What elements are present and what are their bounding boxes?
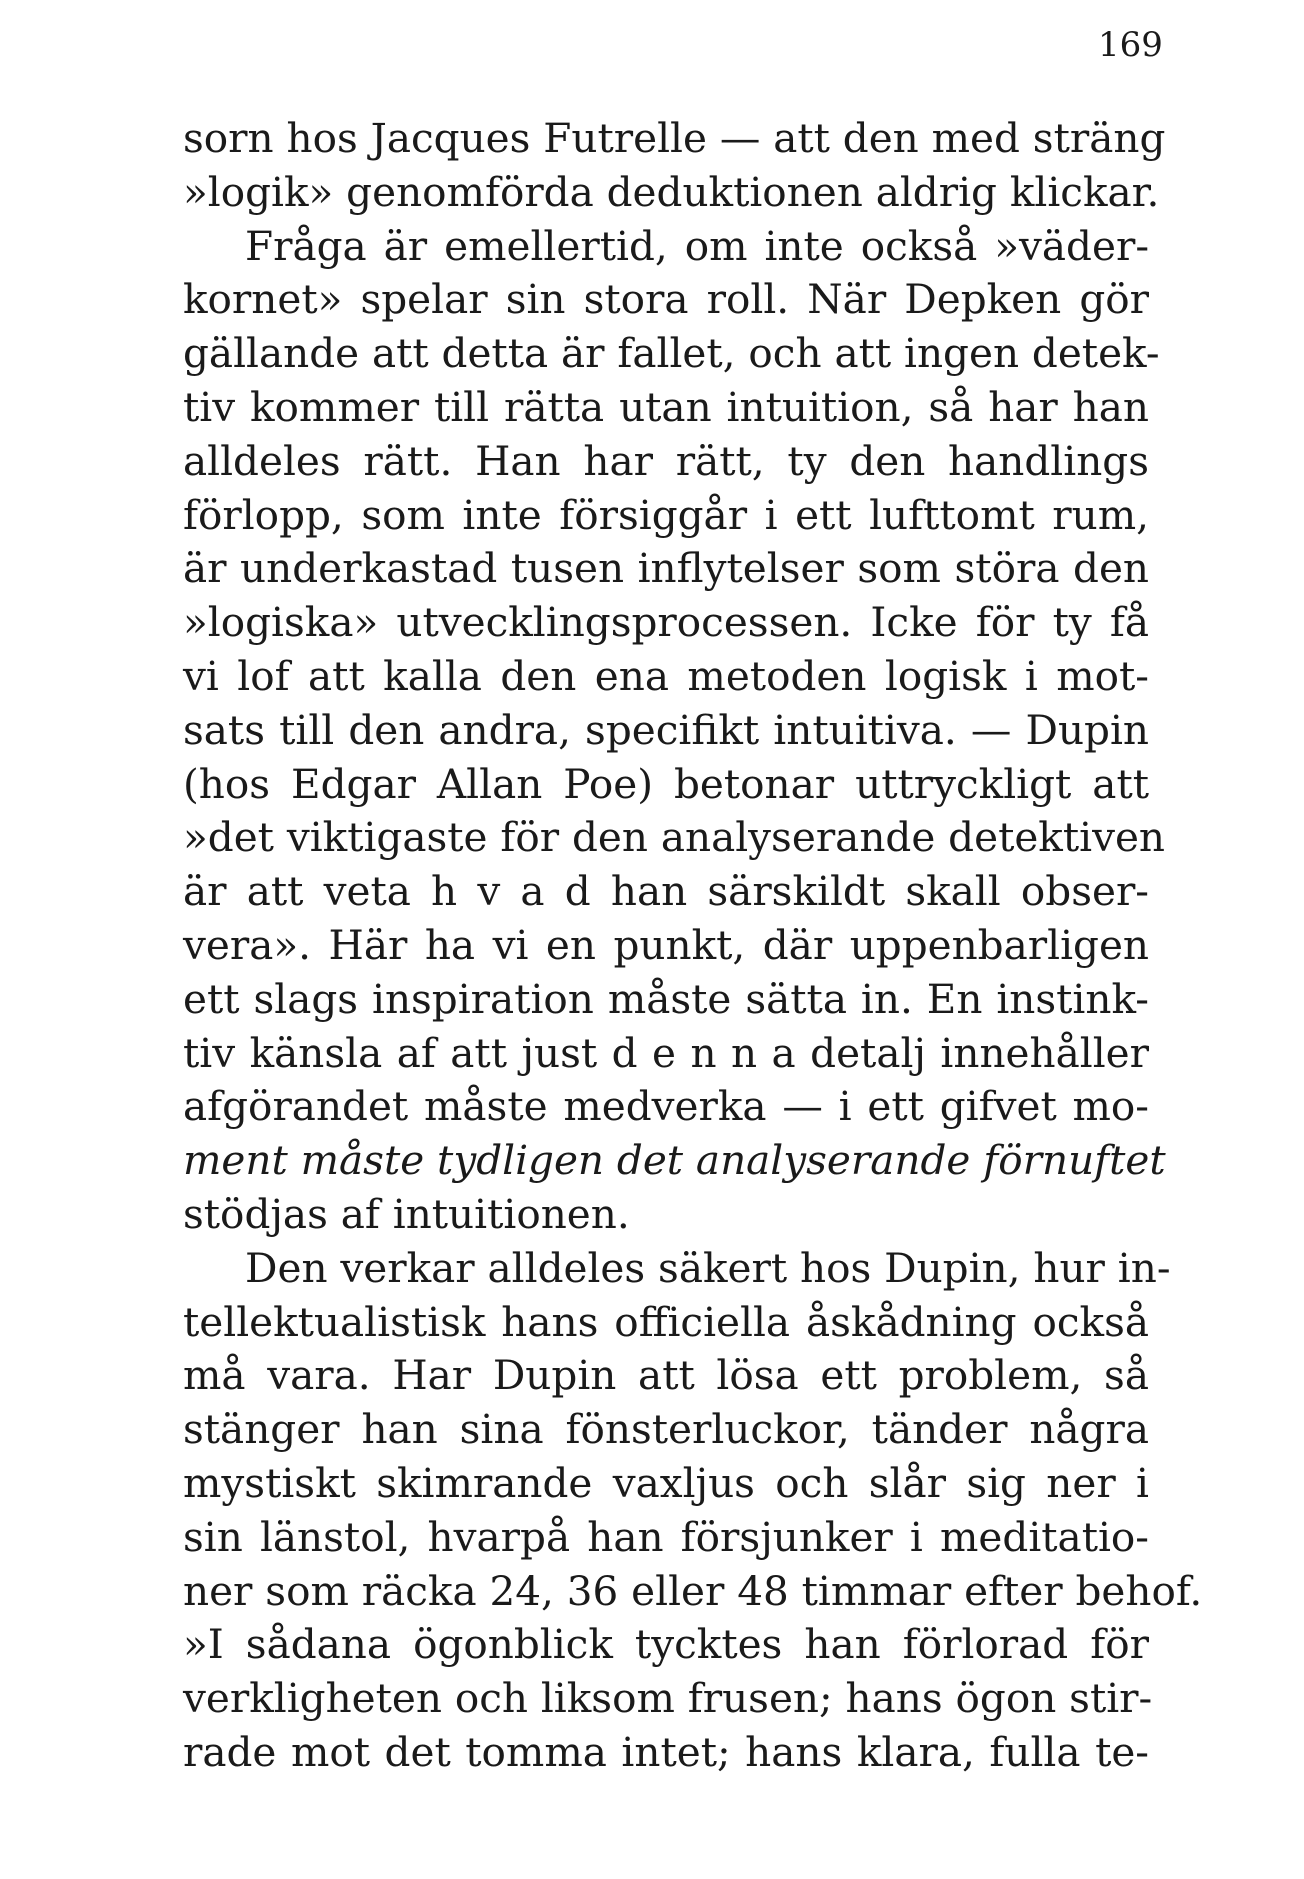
text-line: »det viktigaste för den analyserande detektiven [183,813,1166,862]
text-line: må vara. Har Dupin att lösa ett problem, så [183,1351,1149,1400]
text-line: Fråga är emellertid, om inte också »väder- [245,221,1149,270]
text-line: kornet» spelar sin stora roll. När Depken gör [183,275,1149,324]
text-line: verkligheten och liksom frusen; hans ögon stir- [183,1674,1153,1723]
text-line: förlopp, som inte försiggår i ett lufttomt rum, [183,490,1149,539]
text-line: sats till den andra, specifikt intuitiva. — Dupin [183,705,1149,754]
text-line: ett slags inspiration måste sätta in. En instink- [183,974,1149,1023]
text-line: vera». Här ha vi en punkt, där uppenbarligen [183,920,1149,969]
text-line: »logiska» utvecklingsprocessen. Icke för ty få [183,598,1149,647]
text-line: »logik» genomförda deduktionen aldrig klickar. [183,167,1160,216]
text-line: Den verkar alldeles säkert hos Dupin, hur in- [245,1243,1171,1292]
text-line: rade mot det tomma intet; hans klara, fulla te- [183,1727,1149,1776]
text-line: sorn hos Jacques Futrelle — att den med sträng [183,114,1166,162]
text-line: afgörandet måste medverka — i ett gifvet mo- [183,1082,1149,1131]
text-line: stödjas af intuitionen. [183,1189,630,1238]
text-line: vi lof att kalla den ena metoden logisk i mot- [183,651,1149,700]
text-line: tiv kommer till rätta utan intuition, så har han [183,382,1149,431]
text-line: tiv känsla af att just d e n n a detalj innehåller [183,1028,1149,1077]
text-line: ment måste tydligen det analyserande förnuftet [183,1136,1166,1185]
text-line: tellektualistisk hans officiella åskådning också [183,1297,1149,1346]
text-line: stänger han sina fönsterluckor, tänder några [183,1405,1149,1454]
text-line: »I sådana ögonblick tycktes han förlorad för [183,1620,1149,1669]
text-line: alldeles rätt. Han har rätt, ty den handlings [183,436,1149,485]
page-number: 169 [1098,25,1163,65]
text-line: är att veta h v a d han särskildt skall obser- [183,867,1149,916]
text-line: mystiskt skimrande vaxljus och slår sig ner i [183,1458,1149,1507]
text-line: gällande att detta är fallet, och att ingen detek- [183,329,1160,378]
text-line: ner som räcka 24, 36 eller 48 timmar efter behof. [183,1566,1203,1615]
text-line: är underkastad tusen inflytelser som störa den [183,544,1149,593]
body-text [183,112,1203,1780]
text-line: sin länstol, hvarpå han försjunker i meditatio- [183,1512,1149,1561]
text-line: (hos Edgar Allan Poe) betonar uttryckligt att [183,759,1149,808]
